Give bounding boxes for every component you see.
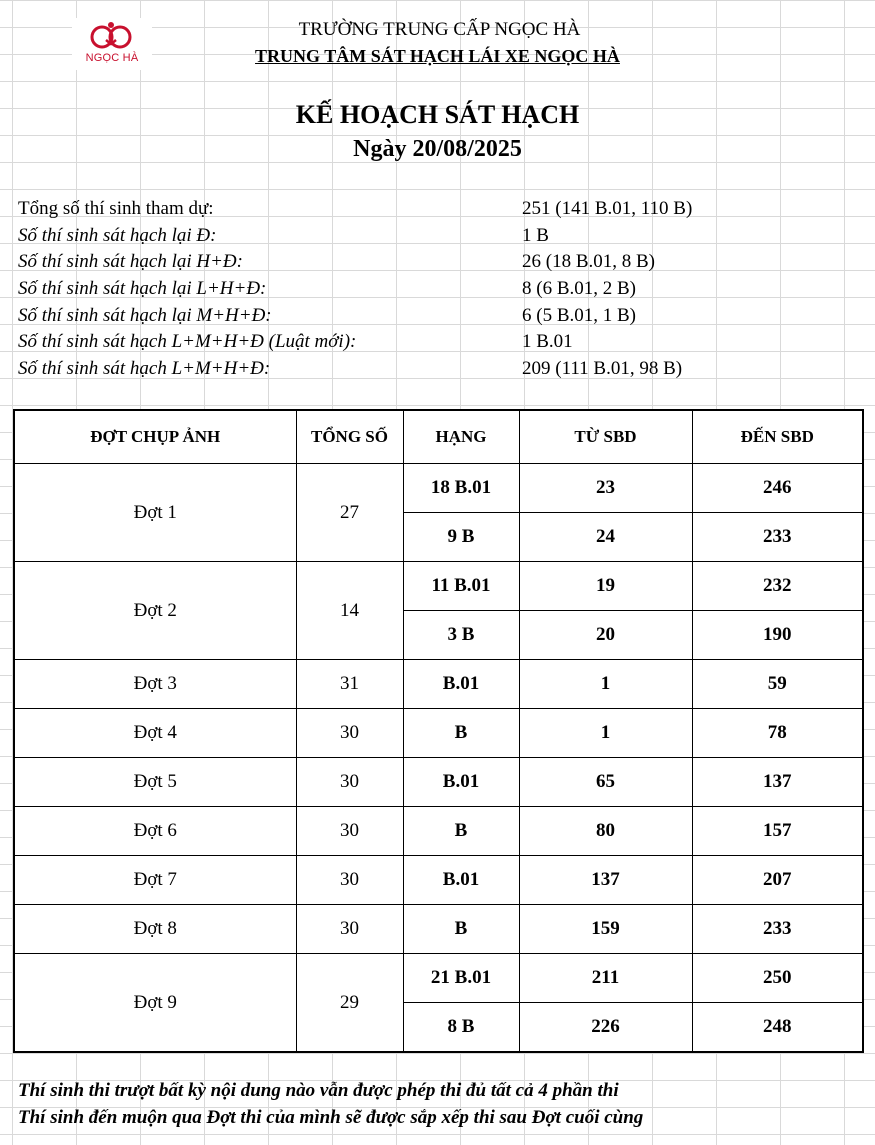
stat-row	[18, 276, 868, 303]
to-sbd-cell: 233	[692, 905, 863, 954]
class-cell: B	[403, 807, 519, 856]
batch-total: 27	[296, 464, 403, 562]
from-sbd-cell: 65	[519, 758, 692, 807]
batch-total: 30	[296, 807, 403, 856]
stat-row	[18, 249, 868, 276]
stat-value: 8 (6 B.01, 2 B)	[522, 278, 636, 300]
class-cell: B.01	[403, 758, 519, 807]
to-sbd-cell: 248	[692, 1003, 863, 1053]
stat-row	[18, 223, 868, 250]
from-sbd-cell: 80	[519, 807, 692, 856]
batch-total: 14	[296, 562, 403, 660]
to-sbd-cell: 232	[692, 562, 863, 611]
class-cell: 8 B	[403, 1003, 519, 1053]
stat-label: Tổng số thí sinh tham dự:	[18, 198, 214, 219]
from-sbd-cell: 211	[519, 954, 692, 1003]
stat-label: Số thí sinh sát hạch lại L+H+Đ:	[18, 278, 267, 300]
note-retake-rule: Thí sinh thi trượt bất kỳ nội dung nào vẫn được phép thi đủ tất cả 4 phần thi	[18, 1080, 619, 1101]
school-name: TRƯỜNG TRUNG CẤP NGỌC HÀ	[298, 19, 581, 40]
table-row	[14, 954, 863, 1003]
batch-total: 30	[296, 905, 403, 954]
class-cell: B	[403, 905, 519, 954]
table-header-row	[14, 410, 863, 464]
column-header-class: HẠNG	[403, 410, 519, 464]
stat-row	[18, 303, 868, 330]
table-row	[14, 660, 863, 709]
from-sbd-cell: 1	[519, 660, 692, 709]
table-row	[14, 856, 863, 905]
class-cell: 21 B.01	[403, 954, 519, 1003]
from-sbd-cell: 20	[519, 611, 692, 660]
batch-name: Đợt 7	[14, 856, 296, 905]
table-row	[14, 562, 863, 611]
batch-name: Đợt 9	[14, 954, 296, 1053]
from-sbd-cell: 159	[519, 905, 692, 954]
from-sbd-cell: 23	[519, 464, 692, 513]
stat-value: 6 (5 B.01, 1 B)	[522, 304, 636, 326]
class-cell: 3 B	[403, 611, 519, 660]
batch-name: Đợt 6	[14, 807, 296, 856]
from-sbd-cell: 137	[519, 856, 692, 905]
to-sbd-cell: 250	[692, 954, 863, 1003]
batch-total: 30	[296, 856, 403, 905]
table-row	[14, 758, 863, 807]
to-sbd-cell: 233	[692, 513, 863, 562]
batch-total: 30	[296, 709, 403, 758]
batch-name: Đợt 2	[14, 562, 296, 660]
from-sbd-cell: 19	[519, 562, 692, 611]
class-cell: B.01	[403, 856, 519, 905]
from-sbd-cell: 226	[519, 1003, 692, 1053]
stat-label: Số thí sinh sát hạch L+M+H+Đ:	[18, 358, 271, 380]
batch-name: Đợt 5	[14, 758, 296, 807]
table-row	[14, 807, 863, 856]
stat-value: 1 B.01	[522, 331, 573, 353]
exam-schedule-table	[13, 409, 864, 1053]
stat-label: Số thí sinh sát hạch lại M+H+Đ:	[18, 304, 272, 326]
batch-name: Đợt 1	[14, 464, 296, 562]
to-sbd-cell: 78	[692, 709, 863, 758]
table-row	[14, 709, 863, 758]
batch-name: Đợt 8	[14, 905, 296, 954]
stat-value: 1 B	[522, 224, 549, 246]
class-cell: B.01	[403, 660, 519, 709]
table-row	[14, 464, 863, 513]
batch-total: 30	[296, 758, 403, 807]
stat-row-total	[18, 196, 868, 223]
to-sbd-cell: 190	[692, 611, 863, 660]
class-cell: 9 B	[403, 513, 519, 562]
note-late-arrival-rule: Thí sinh đến muộn qua Đợt thi của mình sẽ được sắp xếp thi sau Đợt cuối cùng	[18, 1107, 644, 1128]
stat-label: Số thí sinh sát hạch L+M+H+Đ (Luật mới):	[18, 331, 357, 353]
stat-label: Số thí sinh sát hạch lại Đ:	[18, 224, 217, 246]
logo-text: NGỌC HÀ	[85, 52, 139, 64]
column-header-batch: ĐỢT CHỤP ẢNH	[14, 410, 296, 464]
stat-row	[18, 329, 868, 356]
column-header-from-sbd: TỪ SBD	[519, 410, 692, 464]
batch-total: 29	[296, 954, 403, 1053]
to-sbd-cell: 246	[692, 464, 863, 513]
stat-row	[18, 356, 868, 383]
stat-label: Số thí sinh sát hạch lại H+Đ:	[18, 251, 243, 273]
batch-total: 31	[296, 660, 403, 709]
column-header-to-sbd: ĐẾN SBD	[692, 410, 863, 464]
to-sbd-cell: 207	[692, 856, 863, 905]
batch-name: Đợt 3	[14, 660, 296, 709]
center-name: TRUNG TÂM SÁT HẠCH LÁI XE NGỌC HÀ	[255, 46, 620, 66]
exam-date: Ngày 20/08/2025	[353, 136, 522, 162]
class-cell: B	[403, 709, 519, 758]
class-cell: 11 B.01	[403, 562, 519, 611]
from-sbd-cell: 1	[519, 709, 692, 758]
to-sbd-cell: 59	[692, 660, 863, 709]
from-sbd-cell: 24	[519, 513, 692, 562]
stat-value: 26 (18 B.01, 8 B)	[522, 251, 655, 273]
column-header-total: TỔNG SỐ	[296, 410, 403, 464]
to-sbd-cell: 137	[692, 758, 863, 807]
batch-name: Đợt 4	[14, 709, 296, 758]
to-sbd-cell: 157	[692, 807, 863, 856]
stat-value: 209 (111 B.01, 98 B)	[522, 358, 683, 380]
stat-value: 251 (141 B.01, 110 B)	[522, 198, 693, 219]
table-row	[14, 905, 863, 954]
class-cell: 18 B.01	[403, 464, 519, 513]
stats-list	[18, 196, 868, 383]
page-title: KẾ HOẠCH SÁT HẠCH	[295, 100, 580, 129]
